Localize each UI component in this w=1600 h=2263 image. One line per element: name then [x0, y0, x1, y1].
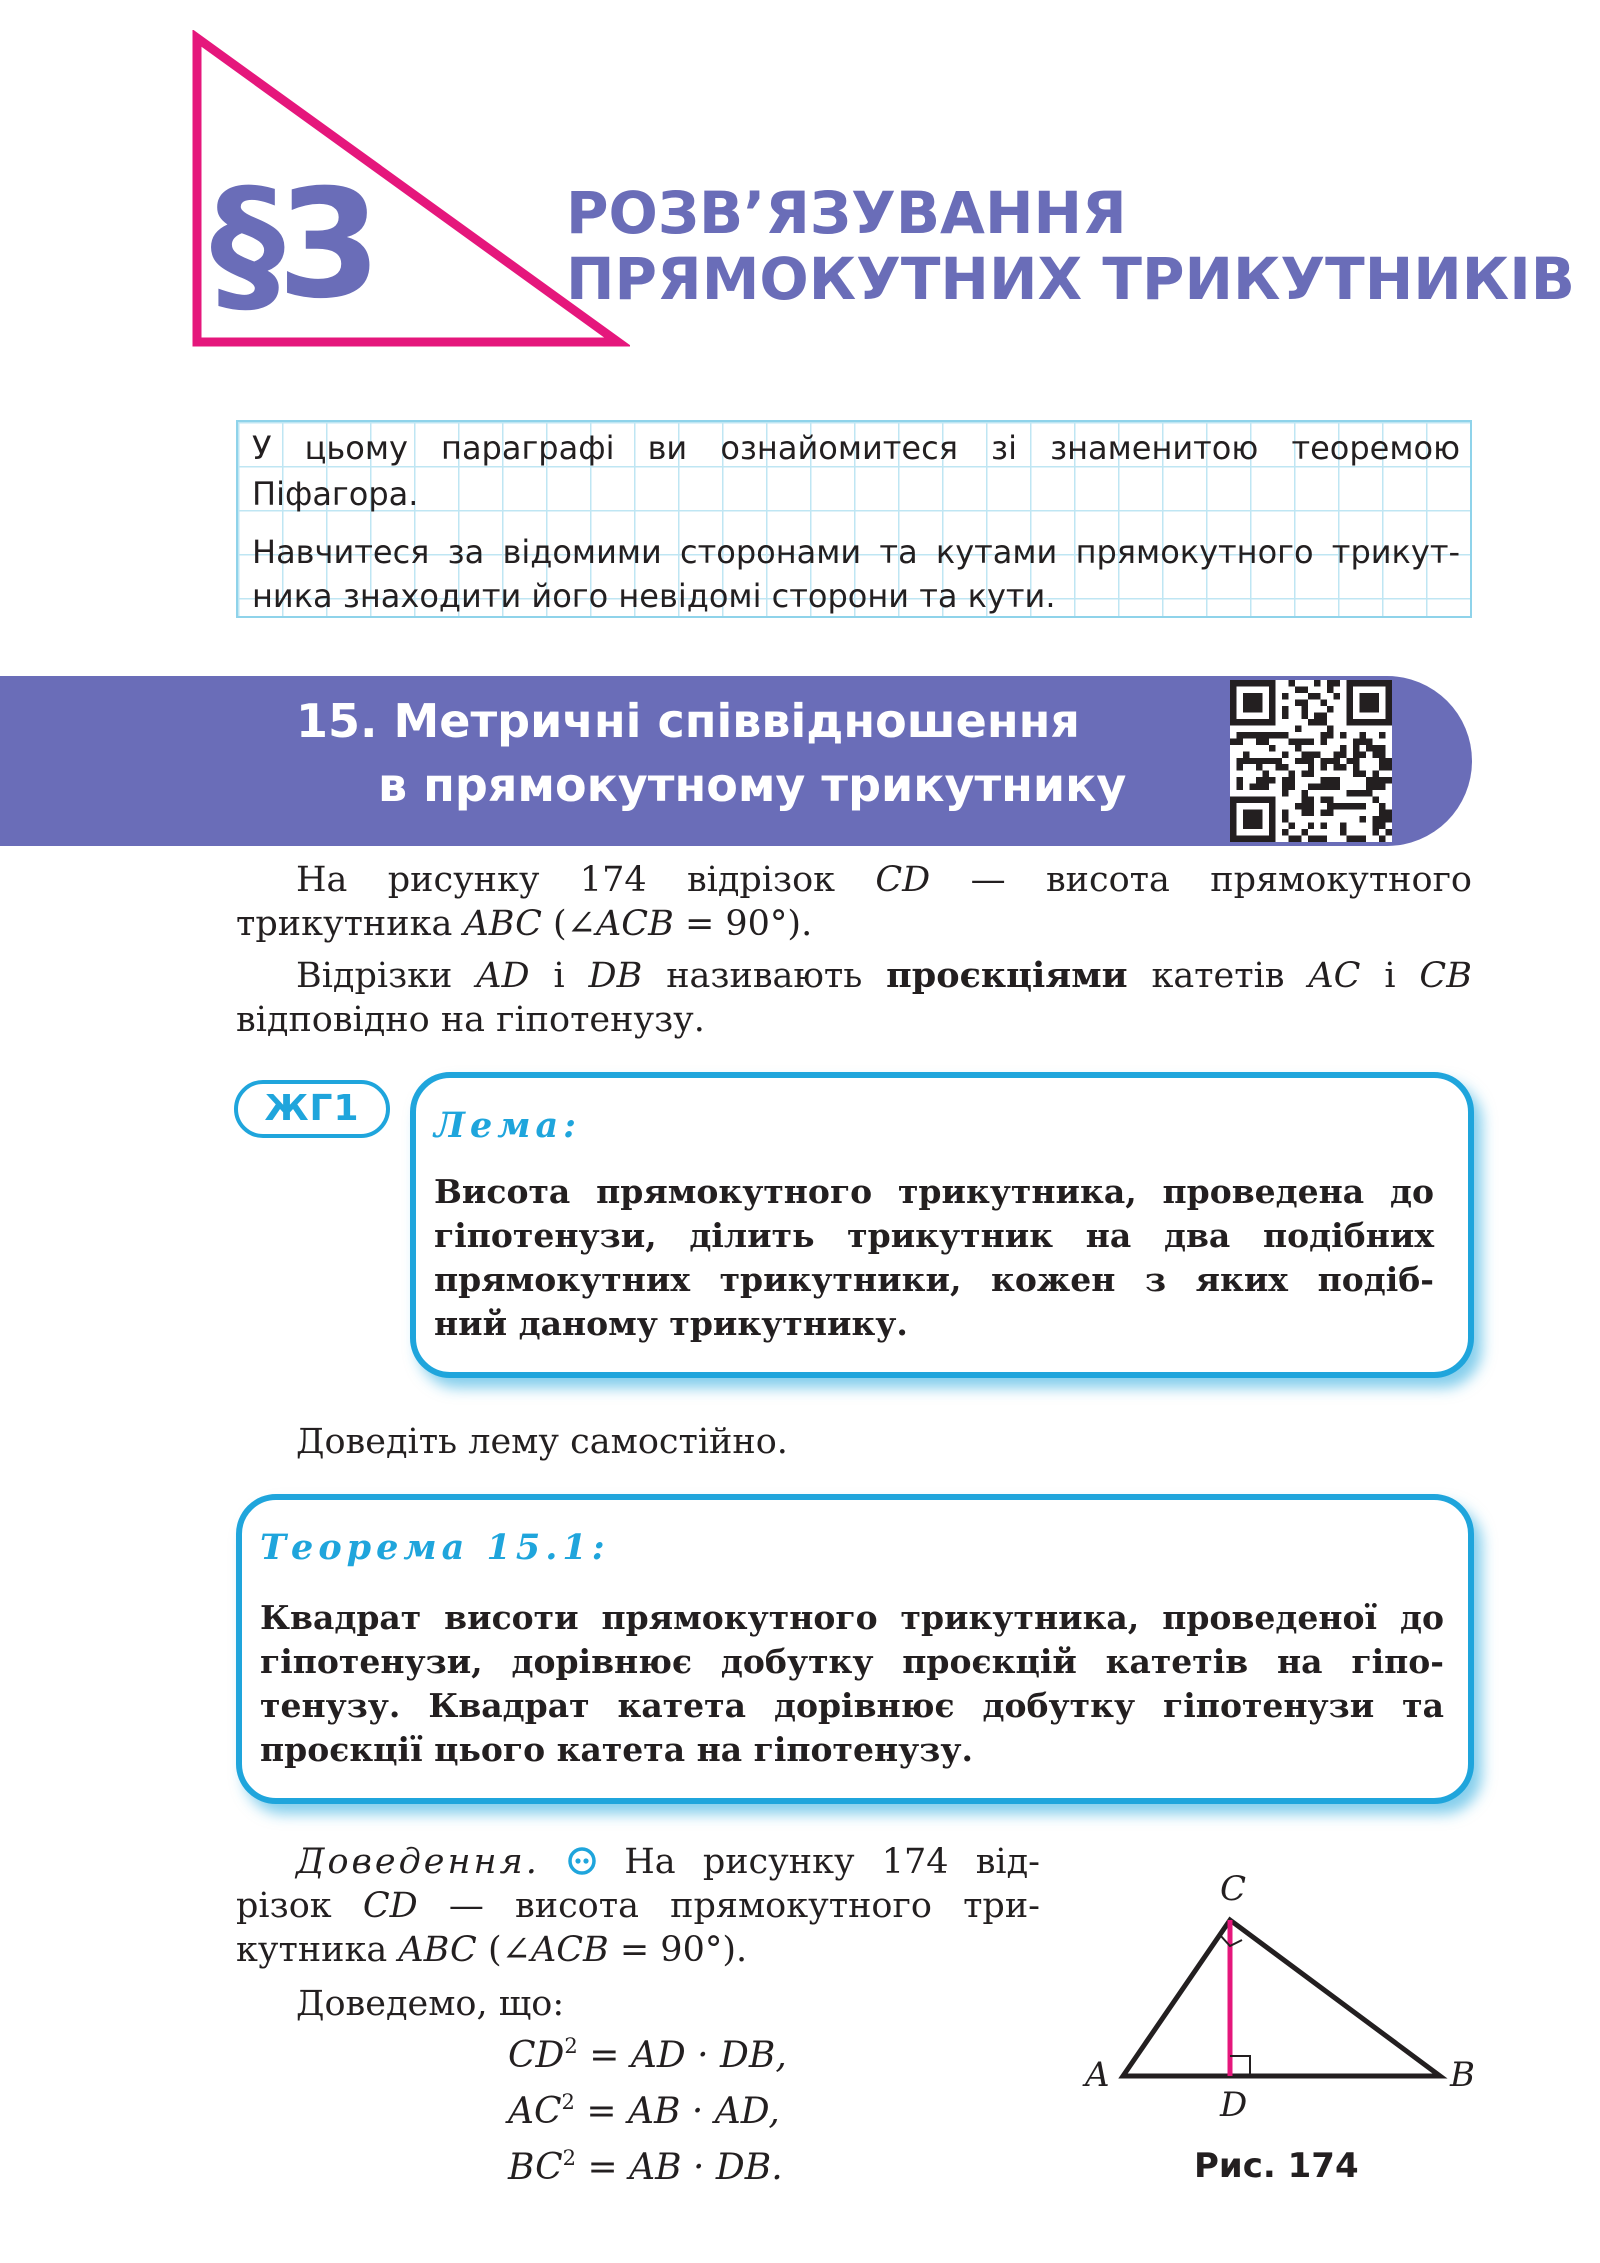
triangle-abc — [1123, 1920, 1440, 2076]
formula-bc-squared: $BC^2$ = AB · DB. — [508, 2146, 783, 2188]
paragraph-3: Доведіть лему самостійно. — [296, 1422, 788, 1462]
right-angle-mark-d — [1230, 2056, 1250, 2076]
proof-label: Доведення. — [296, 1842, 540, 1882]
proof-line-1: Доведення. На рисунку 174 від- — [296, 1842, 1040, 1882]
theorem-line-2: гіпотенузи, дорівнює добутку проєкцій катетів на гіпо- — [260, 1642, 1444, 1681]
vertex-label-a: A — [1085, 2055, 1110, 2095]
chapter-title-line-1: РОЗВ’ЯЗУВАННЯ — [566, 179, 1127, 247]
intro-line-3: Навчитеся за відомими сторонами та кутами прямокутного трикут- — [252, 533, 1460, 571]
lemma-line-4: ний даному трикутнику. — [434, 1304, 908, 1343]
vertex-label-c: C — [1220, 1869, 1247, 1909]
intro-line-2: Піфагора. — [252, 475, 419, 513]
proof-line-4: Доведемо, що: — [296, 1984, 565, 2024]
paragraph-2-line-2: відповідно на гіпотенузу. — [236, 1000, 705, 1040]
lemma-line-1: Висота прямокутного трикутника, проведена до — [434, 1172, 1434, 1211]
chapter-title-line-2: ПРЯМОКУТНИХ ТРИКУТНИКІВ — [566, 245, 1575, 313]
lemma-line-2: гіпотенузи, ділить трикутник на два подібних — [434, 1216, 1434, 1255]
figure-caption: Рис. 174 — [1194, 2146, 1359, 2186]
chapter-number: §3 — [210, 158, 374, 332]
zhg-badge[interactable]: ЖГ1 — [234, 1080, 390, 1138]
proof-line-3: кутника ABC (∠ACB = 90°). — [236, 1930, 748, 1970]
theorem-heading: Теорема 15.1: — [260, 1527, 610, 1568]
section-title-line-2: в прямокутному трикутнику — [378, 758, 1127, 812]
paragraph-2-line-1: Відрізки AD і DB називають проєкціями катетів AC і CB — [296, 955, 1472, 996]
vertex-label-d: D — [1220, 2085, 1248, 2120]
lemma-line-3: прямокутних трикутники, кожен з яких подіб- — [434, 1260, 1434, 1299]
intro-line-1: У цьому параграфі ви ознайомитеся зі знаменитою теоремою — [252, 429, 1460, 467]
intro-line-4: ника знаходити його невідомі сторони та кути. — [252, 577, 1056, 615]
formula-ac-squared: $AC^2$ = AB · AD, — [508, 2090, 780, 2132]
paragraph-1-line-2: трикутника ABC (∠ACB = 90°). — [236, 904, 813, 944]
paragraph-1-line-1: На рисунку 174 відрізок CD — висота прямокутного — [296, 860, 1472, 900]
proof-start-icon — [567, 1846, 597, 1876]
theorem-line-3: тенузу. Квадрат катета дорівнює добутку гіпотенузи та — [260, 1686, 1444, 1725]
proof-line-2: різок CD — висота прямокутного три- — [236, 1886, 1040, 1926]
lemma-heading: Лема: — [434, 1105, 582, 1146]
theorem-line-1: Квадрат висоти прямокутного трикутника, проведеної до — [260, 1598, 1444, 1637]
theorem-line-4: проєкції цього катета на гіпотенузу. — [260, 1730, 973, 1769]
section-title-line-1: 15. Метричні співвідношення — [296, 694, 1080, 748]
figure-174-triangle — [1060, 1860, 1520, 2120]
qr-code[interactable] — [1230, 680, 1392, 842]
formula-cd-squared: $CD^2$ = AD · DB, — [508, 2034, 787, 2076]
term-projections: проєкціями — [886, 955, 1128, 996]
vertex-label-b: B — [1450, 2055, 1475, 2095]
